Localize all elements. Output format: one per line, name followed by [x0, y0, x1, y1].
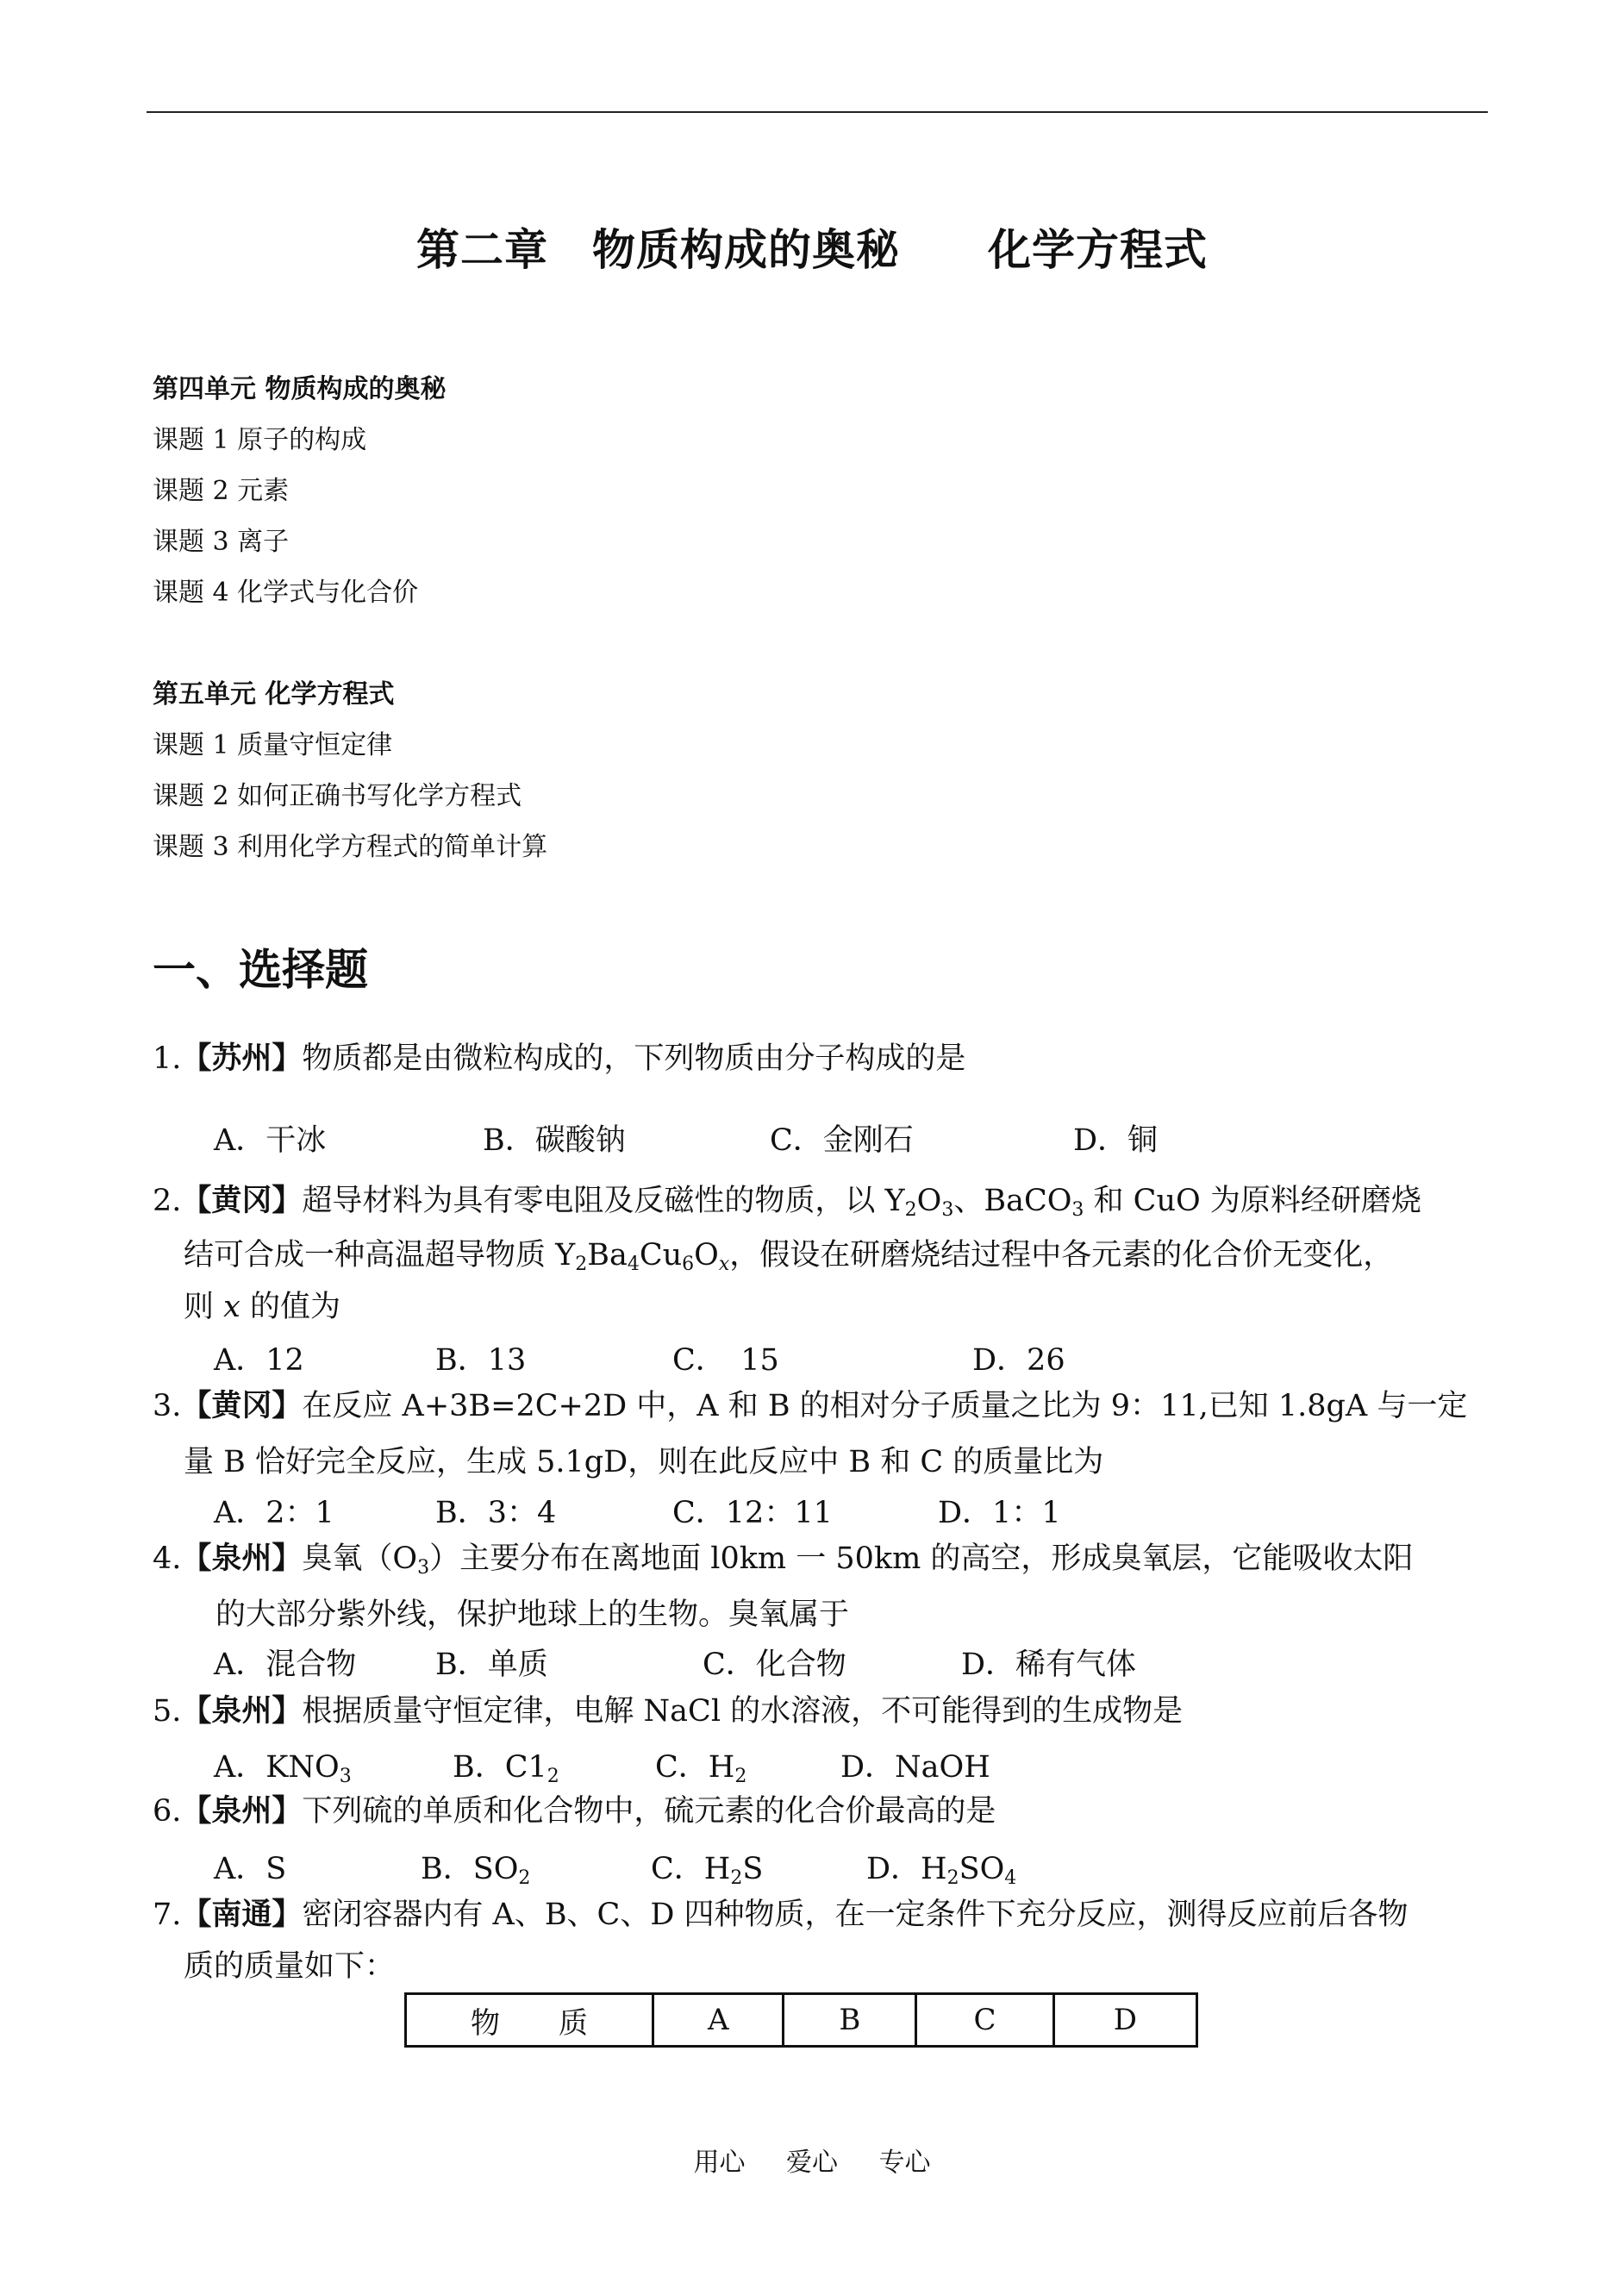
question-3	[153, 1382, 1467, 1430]
question-stem: 下列硫的单质和化合物中，硫元素的化合价最高的是	[302, 1794, 996, 1829]
question-number: 4.	[153, 1541, 182, 1576]
table-header-cell: A	[653, 1994, 784, 2047]
question-7-line-2: 质的质量如下：	[184, 1949, 396, 1984]
question-stem: 在反应 A+3B=2C+2D 中，A 和 B 的相对分子质量之比为 9：11,已知 1.8gA 与一定	[302, 1389, 1468, 1423]
unit4-heading: 第四单元 物质构成的奥秘	[153, 374, 447, 404]
question-2-line-2: 结可合成一种高温超导物质 $Y_2Ba_4Cu_6O_x$，假设在研磨烧结过程中各元素的化合价无变化，	[184, 1238, 1394, 1275]
question-number: 6.	[153, 1794, 182, 1829]
question-source: 【黄冈】	[181, 1389, 303, 1423]
question-source: 【苏州】	[181, 1041, 303, 1076]
unit5-topic-2: 课题 2 如何正确书写化学方程式	[153, 781, 522, 811]
question-2-line-3: 则 x 的值为	[184, 1290, 341, 1324]
question-source: 【南通】	[181, 1898, 303, 1932]
question-5	[153, 1687, 1183, 1735]
question-number: 2.	[153, 1184, 182, 1218]
question-6	[153, 1787, 996, 1835]
page-footer: 用心 爱心 专心	[693, 2148, 931, 2178]
question-2	[153, 1177, 1421, 1235]
unit5-topic-1: 课题 1 质量守恒定律	[153, 730, 393, 760]
q3-option-d: D．1：1	[938, 1496, 1061, 1530]
mass-table	[404, 1992, 1198, 2048]
q6-option-a: A．S	[214, 1852, 287, 1886]
q2-option-d: D．26	[972, 1343, 1065, 1378]
q4-option-d: D．稀有气体	[961, 1648, 1137, 1682]
q5-option-a: A．$KNO_3$	[214, 1750, 352, 1787]
question-4-line-2: 的大部分紫外线，保护地球上的生物。臭氧属于	[215, 1598, 850, 1632]
q1-option-d: D．铜	[1073, 1123, 1159, 1158]
unit5-heading: 第五单元 化学方程式	[153, 679, 395, 710]
q5-option-b: B．$C1_2$	[453, 1750, 559, 1787]
question-3-line-2: 量 B 恰好完全反应，生成 5.1gD，则在此反应中 B 和 C 的质量比为	[184, 1445, 1104, 1479]
table-row	[406, 1994, 1197, 2047]
q2-option-a: A．12	[214, 1343, 304, 1378]
question-number: 7.	[153, 1898, 182, 1932]
q2-option-b: B．13	[435, 1343, 527, 1378]
question-source: 【泉州】	[181, 1694, 303, 1729]
question-1	[153, 1035, 965, 1083]
q4-option-c: C．化合物	[703, 1648, 846, 1682]
page-title: 第二章 物质构成的奥秘 化学方程式	[416, 225, 1208, 275]
unit4-topic-3: 课题 3 离子	[153, 527, 290, 557]
question-source: 【黄冈】	[181, 1184, 303, 1218]
question-number: 5.	[153, 1694, 182, 1729]
q6-option-d: D．$H_2SO_4$	[866, 1852, 1017, 1889]
question-4	[153, 1535, 1413, 1592]
q3-option-c: C．12：11	[672, 1496, 833, 1530]
q1-option-c: C．金刚石	[770, 1123, 914, 1158]
question-stem: 臭氧$(O_3)$主要分布在离地面 l0km 一 50km 的高空，形成臭氧层，它能吸收太阳	[302, 1541, 1414, 1579]
table-header-cell: B	[784, 1994, 916, 2047]
question-stem: 密闭容器内有 A、B、C、D 四种物质，在一定条件下充分反应，测得反应前后各物	[302, 1898, 1409, 1932]
question-stem: 物质都是由微粒构成的，下列物质由分子构成的是	[302, 1041, 966, 1076]
question-stem: 超导材料为具有零电阻及反磁性的物质，以 $Y_2O_3$、BaCO$_3$ 和 CuO 为原料经研磨烧	[302, 1184, 1421, 1221]
q3-option-a: A．2：1	[214, 1496, 334, 1530]
q4-option-b: B．单质	[435, 1648, 548, 1682]
section-title: 一、选择题	[153, 945, 368, 995]
question-7	[153, 1891, 1409, 1939]
q6-option-b: B．$SO_2$	[421, 1852, 531, 1889]
unit4-topic-1: 课题 1 原子的构成	[153, 425, 367, 455]
question-number: 1.	[153, 1041, 182, 1076]
q1-option-b: B．碳酸钠	[483, 1123, 626, 1158]
question-number: 3.	[153, 1389, 182, 1423]
unit4-topic-4: 课题 4 化学式与化合价	[153, 578, 419, 608]
unit4-topic-2: 课题 2 元素	[153, 476, 290, 506]
question-stem: 根据质量守恒定律，电解 NaCl 的水溶液，不可能得到的生成物是	[302, 1694, 1184, 1729]
q4-option-a: A．混合物	[214, 1648, 357, 1682]
q5-option-d: D．NaOH	[840, 1750, 990, 1785]
q1-option-a: A．干冰	[214, 1123, 327, 1158]
q5-option-c: C．$H_2$	[655, 1750, 747, 1787]
unit5-topic-3: 课题 3 利用化学方程式的简单计算	[153, 832, 548, 862]
question-source: 【泉州】	[181, 1541, 303, 1576]
q6-option-c: C．$H_2S$	[651, 1852, 764, 1889]
q2-option-c: C． 15	[672, 1343, 779, 1378]
header-rule	[147, 111, 1488, 113]
table-header-cell: C	[916, 1994, 1053, 2047]
q3-option-b: B．3：4	[435, 1496, 557, 1530]
table-header-cell: 物 质	[406, 1994, 653, 2047]
question-source: 【泉州】	[181, 1794, 303, 1829]
table-header-cell: D	[1053, 1994, 1196, 2047]
